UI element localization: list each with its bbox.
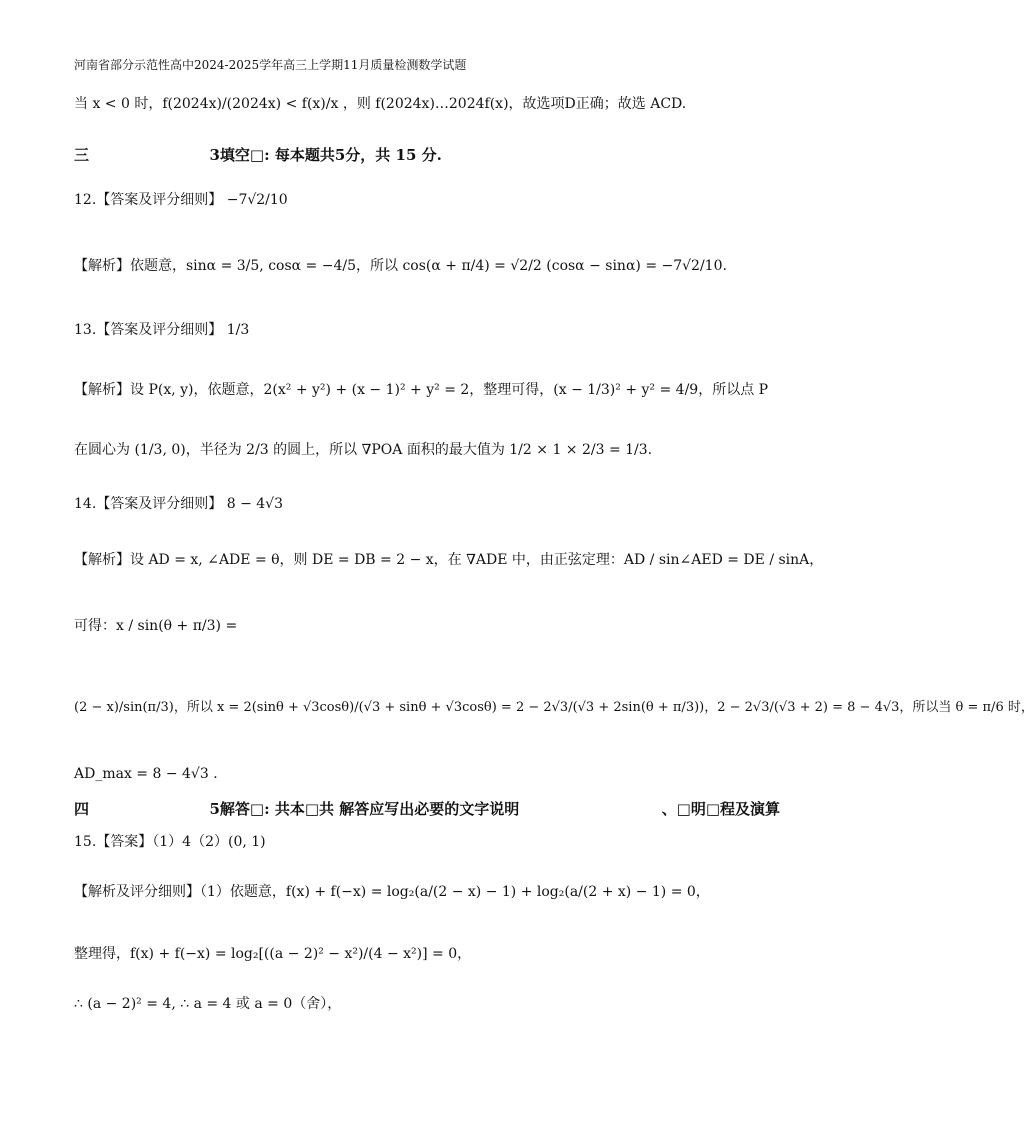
page-header: 河南省部分示范性高中2024-2025学年高三上学期11月质量检测数学试题 [74,58,467,72]
q13-answer-line [74,322,780,339]
q15-analysis-1: 【解析及评分细则】（1）依题意，f(x) + f(−x) = log₂(a/(2 − x) − 1) + log₂(a/(2 + x) − 1) = 0， [74,884,710,900]
q13-answer: 1/3 [226,322,250,338]
section-3-heading [74,146,780,164]
section-4-title: 5解答□: 共本□共 解答应写出必要的文字说明 [209,800,520,818]
q13-answer-label: 13.【答案及评分细则】 [74,322,223,338]
q12-answer: −7√2/10 [226,192,288,208]
q12-answer-line [74,192,780,209]
q12-analysis: 【解析】依题意，sinα = 3/5, cosα = −4/5，所以 cos(α + π/4) = √2/2 (cosα − sinα) = −7√2/10. [74,258,727,274]
q14-answer-line [74,496,780,513]
section-4-tail: 、□明□程及演算 [661,800,780,818]
q14-answer-label: 14.【答案及评分细则】 [74,496,223,512]
q13-analysis-1: 【解析】设 P(x, y)，依题意，2(x² + y²) + (x − 1)² + y² = 2，整理可得，(x − 1/3)² + y² = 4/9，所以点 P [74,382,769,398]
q12-answer-label: 12.【答案及评分细则】 [74,192,223,208]
section-3-number: 三 [74,146,90,164]
section-4-heading [74,800,780,818]
q14-analysis-3: (2 − x)/sin(π/3)，所以 x = 2(sinθ + √3cosθ)/(√3 + sinθ + √3cosθ) = 2 − 2√3/(√3 + 2sin(θ + π/3))，2 − 2√3/(√3 + 2) = 8 − 4√3，所以当 θ = π/6 时， [74,700,1034,715]
section-3-title: 3填空□: 每本题共5分，共 15 分. [209,146,442,164]
q14-analysis-2: 可得：x / sin(θ + π/3) = [74,618,238,634]
q13-analysis-2: 在圆心为 (1/3, 0)，半径为 2/3 的圆上，所以 ∇POA 面积的最大值为 1/2 × 1 × 2/3 = 1/3. [74,442,653,458]
q14-answer: 8 − 4√3 [226,496,283,512]
q14-analysis-4: AD_max = 8 − 4√3 . [74,766,218,782]
section-4-number: 四 [74,800,90,818]
q15-analysis-2: 整理得，f(x) + f(−x) = log₂[((a − 2)² − x²)/(4 − x²)] = 0， [74,946,472,962]
q15-answer: 15.【答案】（1）4（2）(0, 1) [74,834,266,850]
q15-analysis-3: ∴ (a − 2)² = 4, ∴ a = 4 或 a = 0（舍）， [74,996,342,1012]
q14-analysis-1: 【解析】设 AD = x, ∠ADE = θ，则 DE = DB = 2 − x，在 ∇ADE 中，由正弦定理：AD / sin∠AED = DE / sinA， [74,552,824,568]
line-conclusion: 当 x < 0 时，f(2024x)/(2024x) < f(x)/x ，则 f(2024x)…2024f(x)，故选项D正确；故选 ACD. [74,96,687,112]
